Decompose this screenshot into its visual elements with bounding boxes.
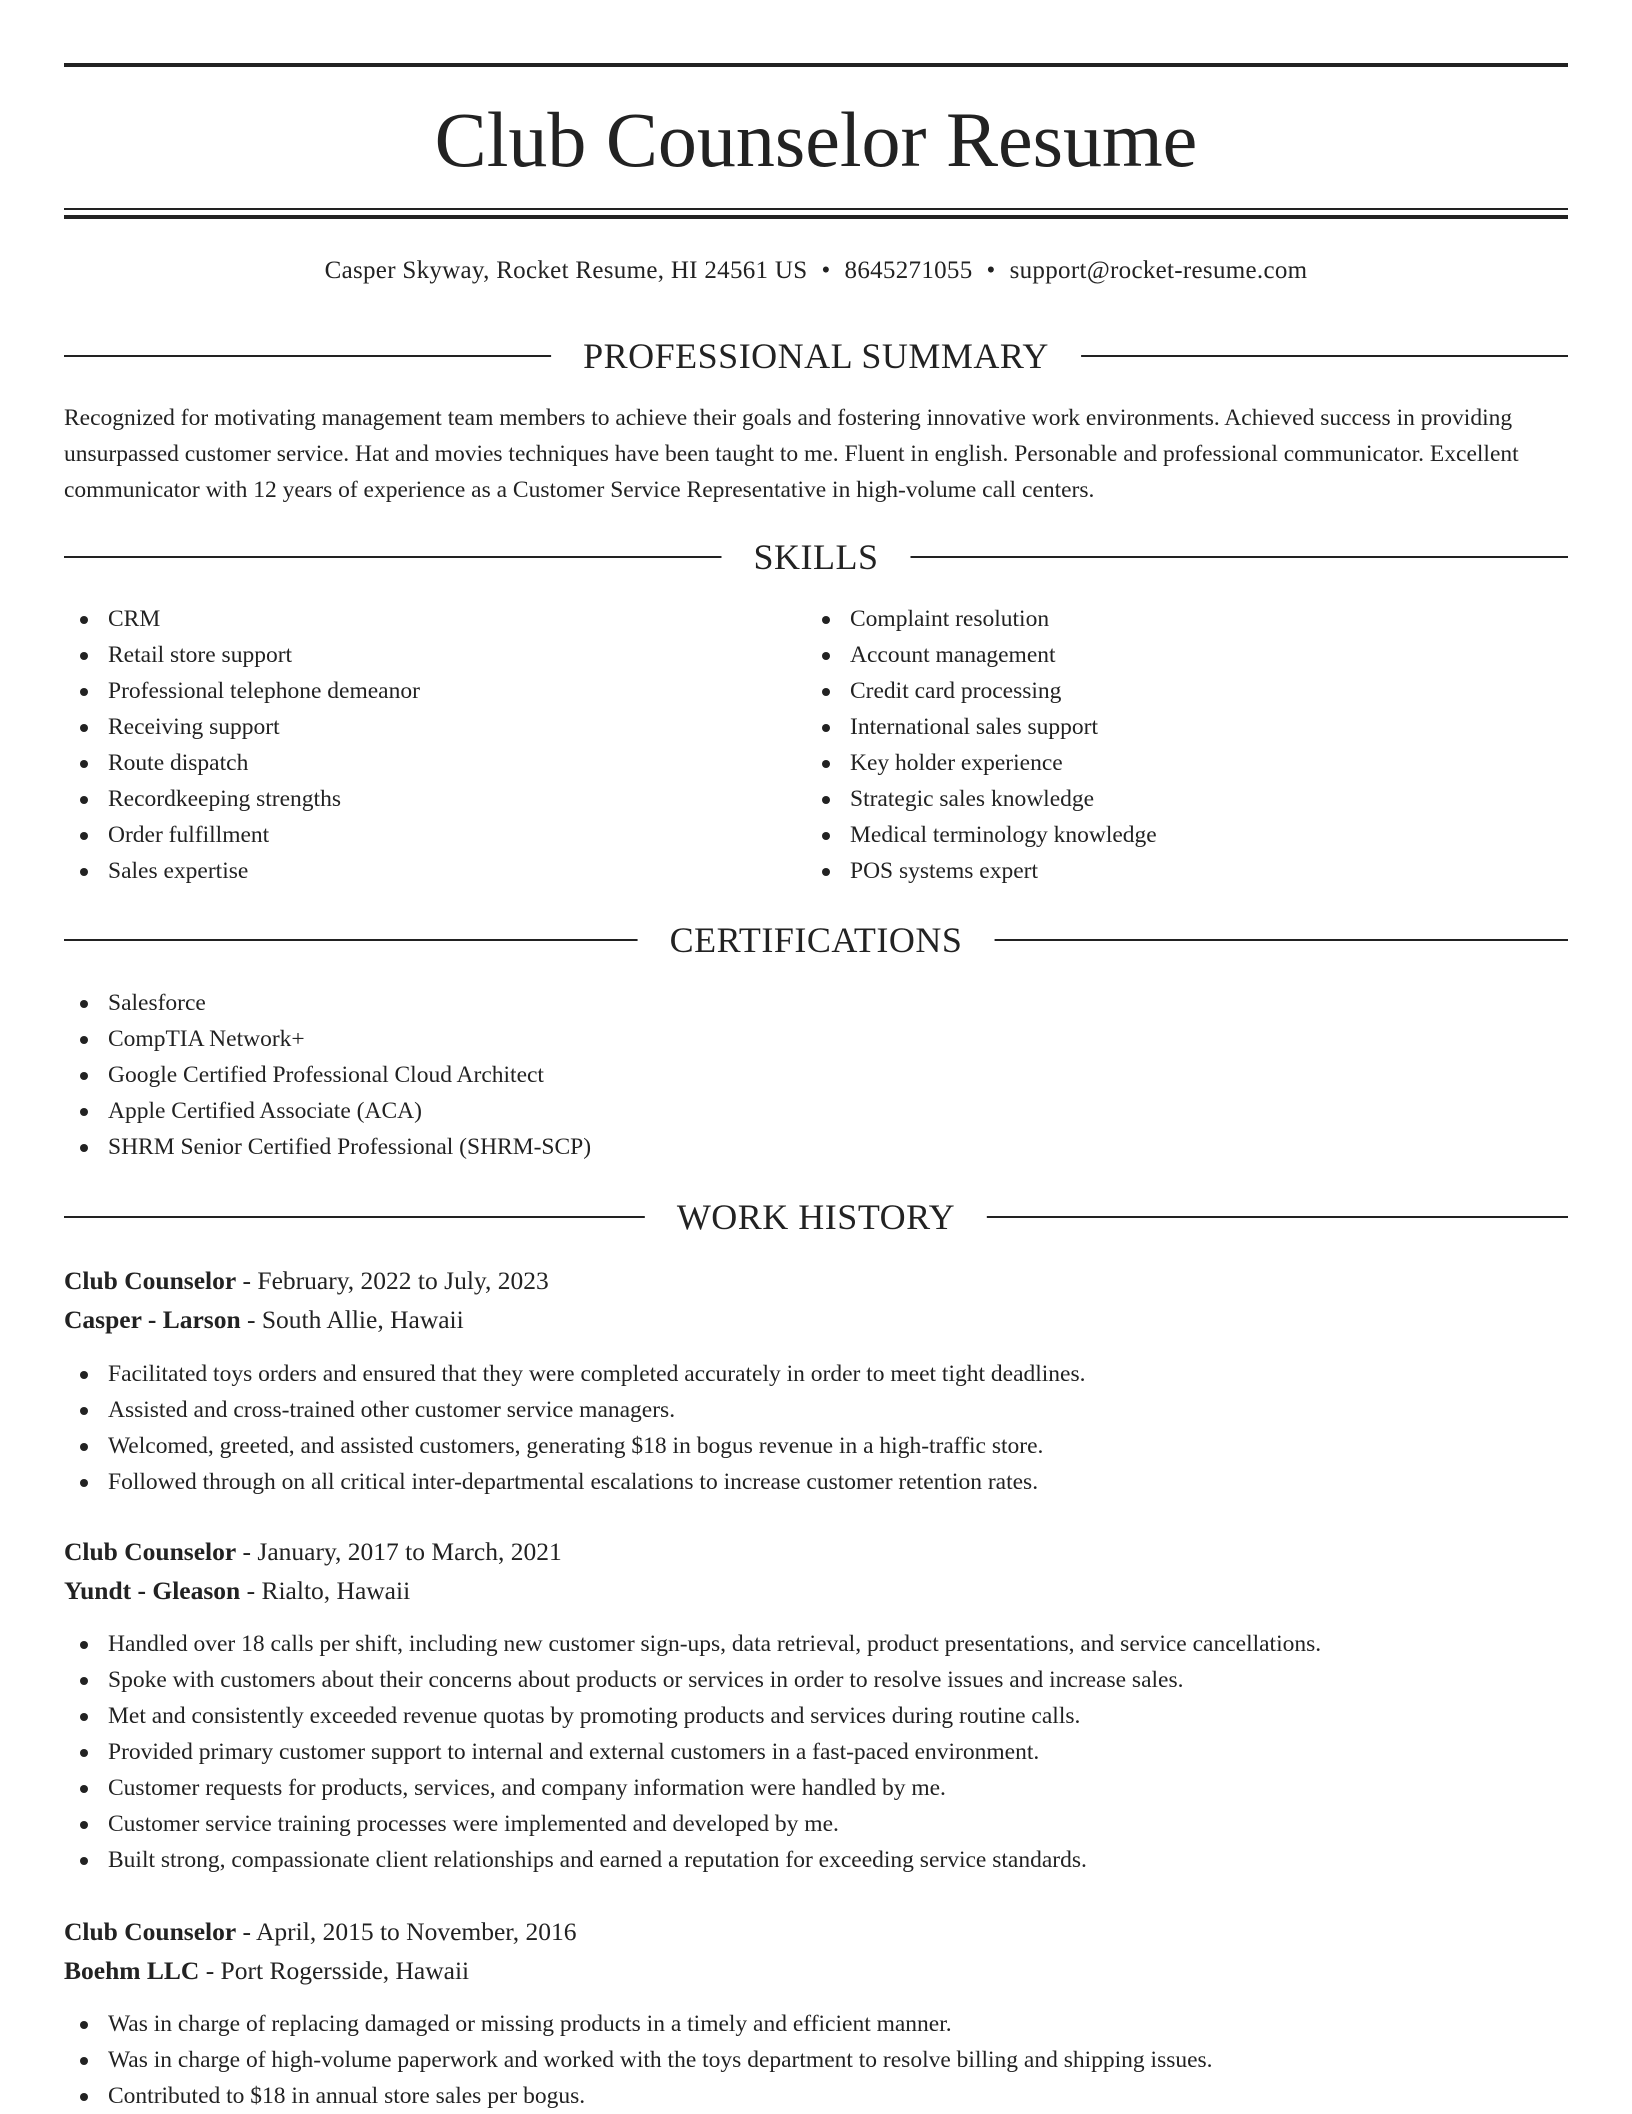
job-dates: - January, 2017 to March, 2021 [236,1537,562,1566]
job-company-line [64,1572,410,1610]
job-title-line [64,1533,562,1571]
list-item: Contributed to $18 in annual store sales per bogus. [64,2078,1213,2114]
list-item: POS systems expert [806,853,1157,889]
job-dates: - April, 2015 to November, 2016 [236,1917,577,1946]
list-item: Complaint resolution [806,601,1157,637]
title-rule-upper [64,208,1568,210]
list-item: Handled over 18 calls per shift, including new customer sign-ups, data retrieval, product presentations, and service cancellations. [64,1626,1321,1662]
top-rule [64,63,1568,67]
skills-list-right [806,601,1157,889]
list-item: Medical terminology knowledge [806,817,1157,853]
list-item: Assisted and cross-trained other customer service managers. [64,1392,1086,1428]
job-company: Boehm LLC [64,1956,200,1985]
contact-phone: 8645271055 [844,257,973,284]
section-heading-summary [64,334,1568,378]
list-item: Receiving support [64,709,420,745]
section-title: SKILLS [721,535,910,579]
list-item: Order fulfillment [64,817,420,853]
section-title: CERTIFICATIONS [638,918,995,962]
list-item: Welcomed, greeted, and assisted customers, generating $18 in bogus revenue in a high-traffic store. [64,1428,1086,1464]
job-duties-list [64,1356,1086,1500]
list-item: Customer service training processes were implemented and developed by me. [64,1806,1321,1842]
list-item: CompTIA Network+ [64,1021,591,1057]
contact-email: support@rocket-resume.com [1009,257,1308,284]
list-item: Met and consistently exceeded revenue quotas by promoting products and services during routine calls. [64,1698,1321,1734]
job-title-line [64,1262,549,1300]
contact-line [64,254,1568,288]
list-item: Customer requests for products, services, and company information were handled by me. [64,1770,1321,1806]
job-location: - Port Rogersside, Hawaii [199,1956,470,1985]
job-company-line [64,1952,469,1990]
list-item: Account management [806,637,1157,673]
job-location: - Rialto, Hawaii [240,1576,411,1605]
list-item: Credit card processing [806,673,1157,709]
job-company: Yundt - Gleason [64,1576,241,1605]
list-item: Spoke with customers about their concerns about products or services in order to resolve issues and increase sales. [64,1662,1321,1698]
list-item: Was in charge of replacing damaged or missing products in a timely and efficient manner. [64,2006,1213,2042]
list-item: Sales expertise [64,853,420,889]
summary-text: Recognized for motivating management team members to achieve their goals and fostering innovative work environments. Achieved success in providing unsurpassed customer service. Hat and movies techniques have been taught to me. Fluent in english. Personable and professional communicator. Excellent communicator with 12 years of experience as a Customer Service Representative in high-volume call centers. [64,405,1519,503]
job-title: Club Counselor [64,1537,237,1566]
job-location: - South Allie, Hawaii [240,1305,464,1334]
job-dates: - February, 2022 to July, 2023 [236,1266,549,1295]
contact-separator: • [986,257,996,284]
section-heading-work-history [64,1195,1568,1239]
job-title: Club Counselor [64,1917,237,1946]
section-heading-skills [64,535,1568,579]
list-item: Built strong, compassionate client relationships and earned a reputation for exceeding service standards. [64,1842,1321,1878]
list-item: Google Certified Professional Cloud Architect [64,1057,591,1093]
list-item: Route dispatch [64,745,420,781]
job-title-line [64,1913,577,1951]
contact-address: Casper Skyway, Rocket Resume, HI 24561 US [324,257,808,284]
job-title: Club Counselor [64,1266,237,1295]
section-heading-certifications [64,918,1568,962]
list-item: Salesforce [64,985,591,1021]
list-item: Retail store support [64,637,420,673]
title-rule-lower [64,215,1568,219]
list-item: CRM [64,601,420,637]
list-item: Recordkeeping strengths [64,781,420,817]
list-item: Key holder experience [806,745,1157,781]
list-item: Provided primary customer support to internal and external customers in a fast-paced environment. [64,1734,1321,1770]
job-company: Casper - Larson [64,1305,241,1334]
job-duties-list [64,1626,1321,1878]
list-item: Professional telephone demeanor [64,673,420,709]
list-item: Facilitated toys orders and ensured that they were completed accurately in order to meet tight deadlines. [64,1356,1086,1392]
certifications-list [64,985,591,1165]
contact-separator: • [821,257,831,284]
job-duties-list [64,2006,1213,2114]
list-item: Apple Certified Associate (ACA) [64,1093,591,1129]
list-item: International sales support [806,709,1157,745]
section-title: PROFESSIONAL SUMMARY [551,334,1081,378]
list-item: Was in charge of high-volume paperwork and worked with the toys department to resolve billing and shipping issues. [64,2042,1213,2078]
list-item: Strategic sales knowledge [806,781,1157,817]
job-company-line [64,1301,464,1339]
list-item: SHRM Senior Certified Professional (SHRM-SCP) [64,1129,591,1165]
skills-list-left [64,601,420,889]
page-title: Club Counselor Resume [434,96,1198,183]
section-title: WORK HISTORY [645,1195,987,1239]
list-item: Followed through on all critical inter-departmental escalations to increase customer retention rates. [64,1464,1086,1500]
